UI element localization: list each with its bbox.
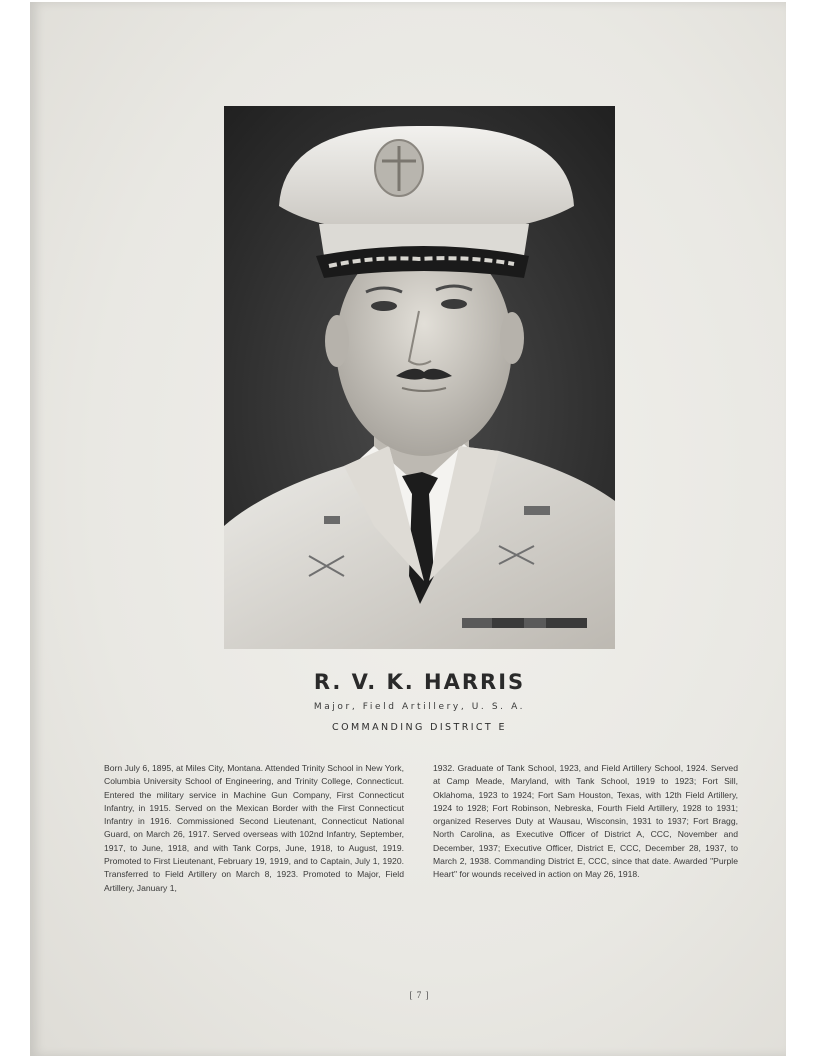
portrait-photo (224, 106, 615, 649)
officer-name: R. V. K. HARRIS (313, 670, 526, 694)
officer-position: COMMANDING DISTRICT E (332, 722, 507, 733)
biography-column-left: Born July 6, 1895, at Miles City, Montana. Attended Trinity School in New York, Columbia University School of Engineering, and Trinity College, Connecticut. Entered the military service in Machine Gun Company, First Connecticut Infantry, in 1915. Served on the Mexican Border with the First Connecticut Infantry in 1916. Commissioned Second Lieutenant, Connecticut National Guard, on March 26, 1917. Served overseas with 102nd Infantry, September, 1917, to June, 1918, and with Tank Corps, June, 1918, to August, 1919. Promoted to First Lieutenant, February 19, 1919, and to Captain, July 1, 1920. Transferred to Field Artillery on March 8, 1923. Promoted to Major, Field Artillery, January 1, (104, 763, 404, 893)
officer-rank: Major, Field Artillery, U. S. A. (313, 702, 526, 712)
officer-portrait (224, 106, 615, 649)
biography-column-right: 1932. Graduate of Tank School, 1923, and Field Artillery School, 1924. Served at Camp Meade, Maryland, with Tank School, 1919 to 1923; Fort Sill, Oklahoma, 1923 to 1924; Fort Sam Houston, Texas, with 12th Field Artillery, 1924 to 1928; Fort Robinson, Nebreska, Fourth Field Artillery, 1928 to 1931; organized Reserves Duty at Wausau, Wisconsin, 1931 to 1937; Fort Bragg, North Carolina, as Executive Officer of District A, CCC, November and December, 1937; Executive Officer, District E, CCC, December 28, 1937, to March 2, 1938. Commanding District E, CCC, since that date. Awarded "Purple Heart" for wounds received in action on May 26, 1918. (433, 763, 738, 880)
page-number: [ 7 ] (409, 990, 430, 1000)
